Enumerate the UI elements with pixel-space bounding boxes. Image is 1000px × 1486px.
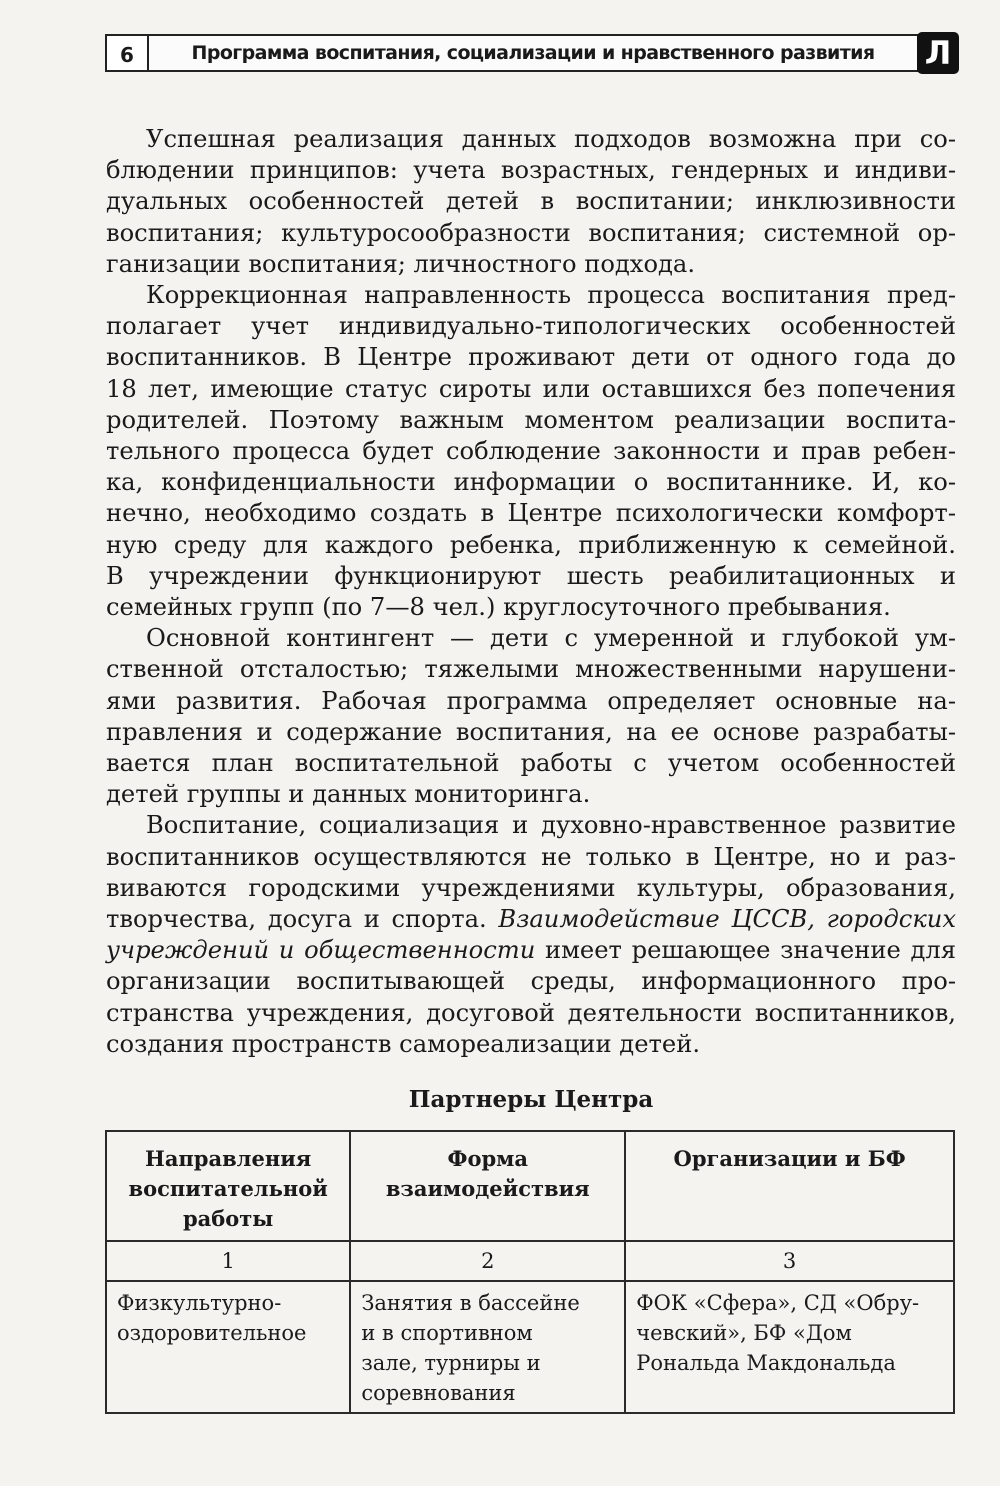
table-number-row xyxy=(106,1241,954,1281)
column-number: 3 xyxy=(625,1241,954,1281)
page-number: 6 xyxy=(105,34,149,72)
text-run: имеет решающее значение для xyxy=(535,936,956,965)
text-line: дуальных особенностей детей в воспитании; инклюзивности xyxy=(106,187,956,216)
text-line: странства учреждения, досуговой деятельности воспитанников, xyxy=(106,998,956,1027)
text-line: Воспитание, социализация и духовно-нравственное развитие xyxy=(146,811,956,840)
header-organizations: Организации и БФ xyxy=(625,1131,954,1241)
text-line: полагает учет индивидуально-типологических особенностей xyxy=(106,312,956,341)
partners-table xyxy=(105,1130,955,1414)
table-title: Партнеры Центра xyxy=(408,1086,654,1113)
cell-line: чевский», БФ «Дом xyxy=(636,1321,852,1345)
text-line: ка, конфиденциальности информации о воспитаннике. И, ко- xyxy=(106,468,956,497)
text-line: детей группы и данных мониторинга. xyxy=(106,780,591,809)
cell-line: и в спортивном xyxy=(361,1321,533,1345)
publisher-logo: Л xyxy=(917,32,959,74)
cell-line: оздоровительное xyxy=(117,1321,307,1345)
cell-line: ФОК «Сфера», СД «Обру- xyxy=(636,1291,920,1315)
paragraph-2 xyxy=(106,280,956,623)
cell-line: Занятия в бассейне xyxy=(361,1291,580,1315)
paragraph-3 xyxy=(106,623,956,810)
text-line xyxy=(106,935,956,966)
text-line: нечно, необходимо создать в Центре психологически комфорт- xyxy=(106,499,956,528)
running-title: Программа воспитания, социализации и нравственного развития xyxy=(149,34,919,72)
cell-form xyxy=(350,1281,625,1413)
paragraph-1 xyxy=(106,124,956,280)
text-line: воспитанников осуществляются не только в Центре, но и раз- xyxy=(106,842,956,871)
running-header xyxy=(105,34,957,74)
italic-emphasis: учреждений и общественности xyxy=(106,936,536,965)
paragraph-4 xyxy=(106,810,956,1060)
text-line: вается план воспитательной работы с учетом особенностей xyxy=(106,749,956,778)
text-line: родителей. Поэтому важным моментом реализации воспита- xyxy=(106,405,956,434)
text-line xyxy=(106,904,956,935)
text-line: ями развития. Рабочая программа определяет основные на- xyxy=(106,686,956,715)
text-line: организации воспитывающей среды, информационного про- xyxy=(106,967,956,996)
text-line: Успешная реализация данных подходов возможна при со- xyxy=(146,125,956,153)
table-header-row xyxy=(106,1131,954,1241)
cell-organizations xyxy=(625,1281,954,1413)
italic-emphasis: Взаимодействие ЦССВ, городских xyxy=(498,905,956,934)
text-line: 18 лет, имеющие статус сироты или оставшихся без попечения xyxy=(106,374,956,403)
text-line: ную среду для каждого ребенка, приближенную к семейной. xyxy=(106,530,956,559)
text-line: правления и содержание воспитания, на ее основе разрабаты- xyxy=(106,717,956,746)
text-line: воспитания; культуросообразности воспитания; системной ор- xyxy=(106,218,956,247)
cell-line: соревнования xyxy=(361,1381,516,1405)
header-directions: Направления воспитательной работы xyxy=(106,1131,350,1241)
text-line: создания пространств самореализации детей. xyxy=(106,1029,701,1058)
text-line: ганизации воспитания; личностного подхода. xyxy=(106,249,696,278)
text-line: В учреждении функционируют шесть реабилитационных и xyxy=(106,561,956,590)
cell-line: Физкультурно- xyxy=(117,1291,282,1315)
text-line: Коррекционная направленность процесса воспитания пред- xyxy=(146,281,956,310)
cell-line: зале, турниры и xyxy=(361,1351,541,1375)
column-number: 2 xyxy=(350,1241,625,1281)
cell-line: Рональда Макдональда xyxy=(636,1351,896,1375)
column-number: 1 xyxy=(106,1241,350,1281)
body-text xyxy=(106,124,956,1060)
header-form: Форма взаимодействия xyxy=(350,1131,625,1241)
text-line: ственной отсталостью; тяжелыми множественными нарушени- xyxy=(106,655,956,684)
text-line: Основной контингент — дети с умеренной и глубокой ум- xyxy=(146,624,956,653)
text-line: виваются городскими учреждениями культуры, образования, xyxy=(106,873,956,902)
text-run: творчества, досуга и спорта. xyxy=(106,905,499,934)
text-line: тельного процесса будет соблюдение законности и прав ребен- xyxy=(106,437,956,466)
cell-direction xyxy=(106,1281,350,1413)
table-row xyxy=(106,1281,954,1413)
text-line: блюдении принципов: учета возрастных, гендерных и индиви- xyxy=(106,156,956,185)
text-line: воспитанников. В Центре проживают дети от одного года до xyxy=(106,343,956,372)
text-line: семейных групп (по 7—8 чел.) круглосуточного пребывания. xyxy=(106,593,891,622)
